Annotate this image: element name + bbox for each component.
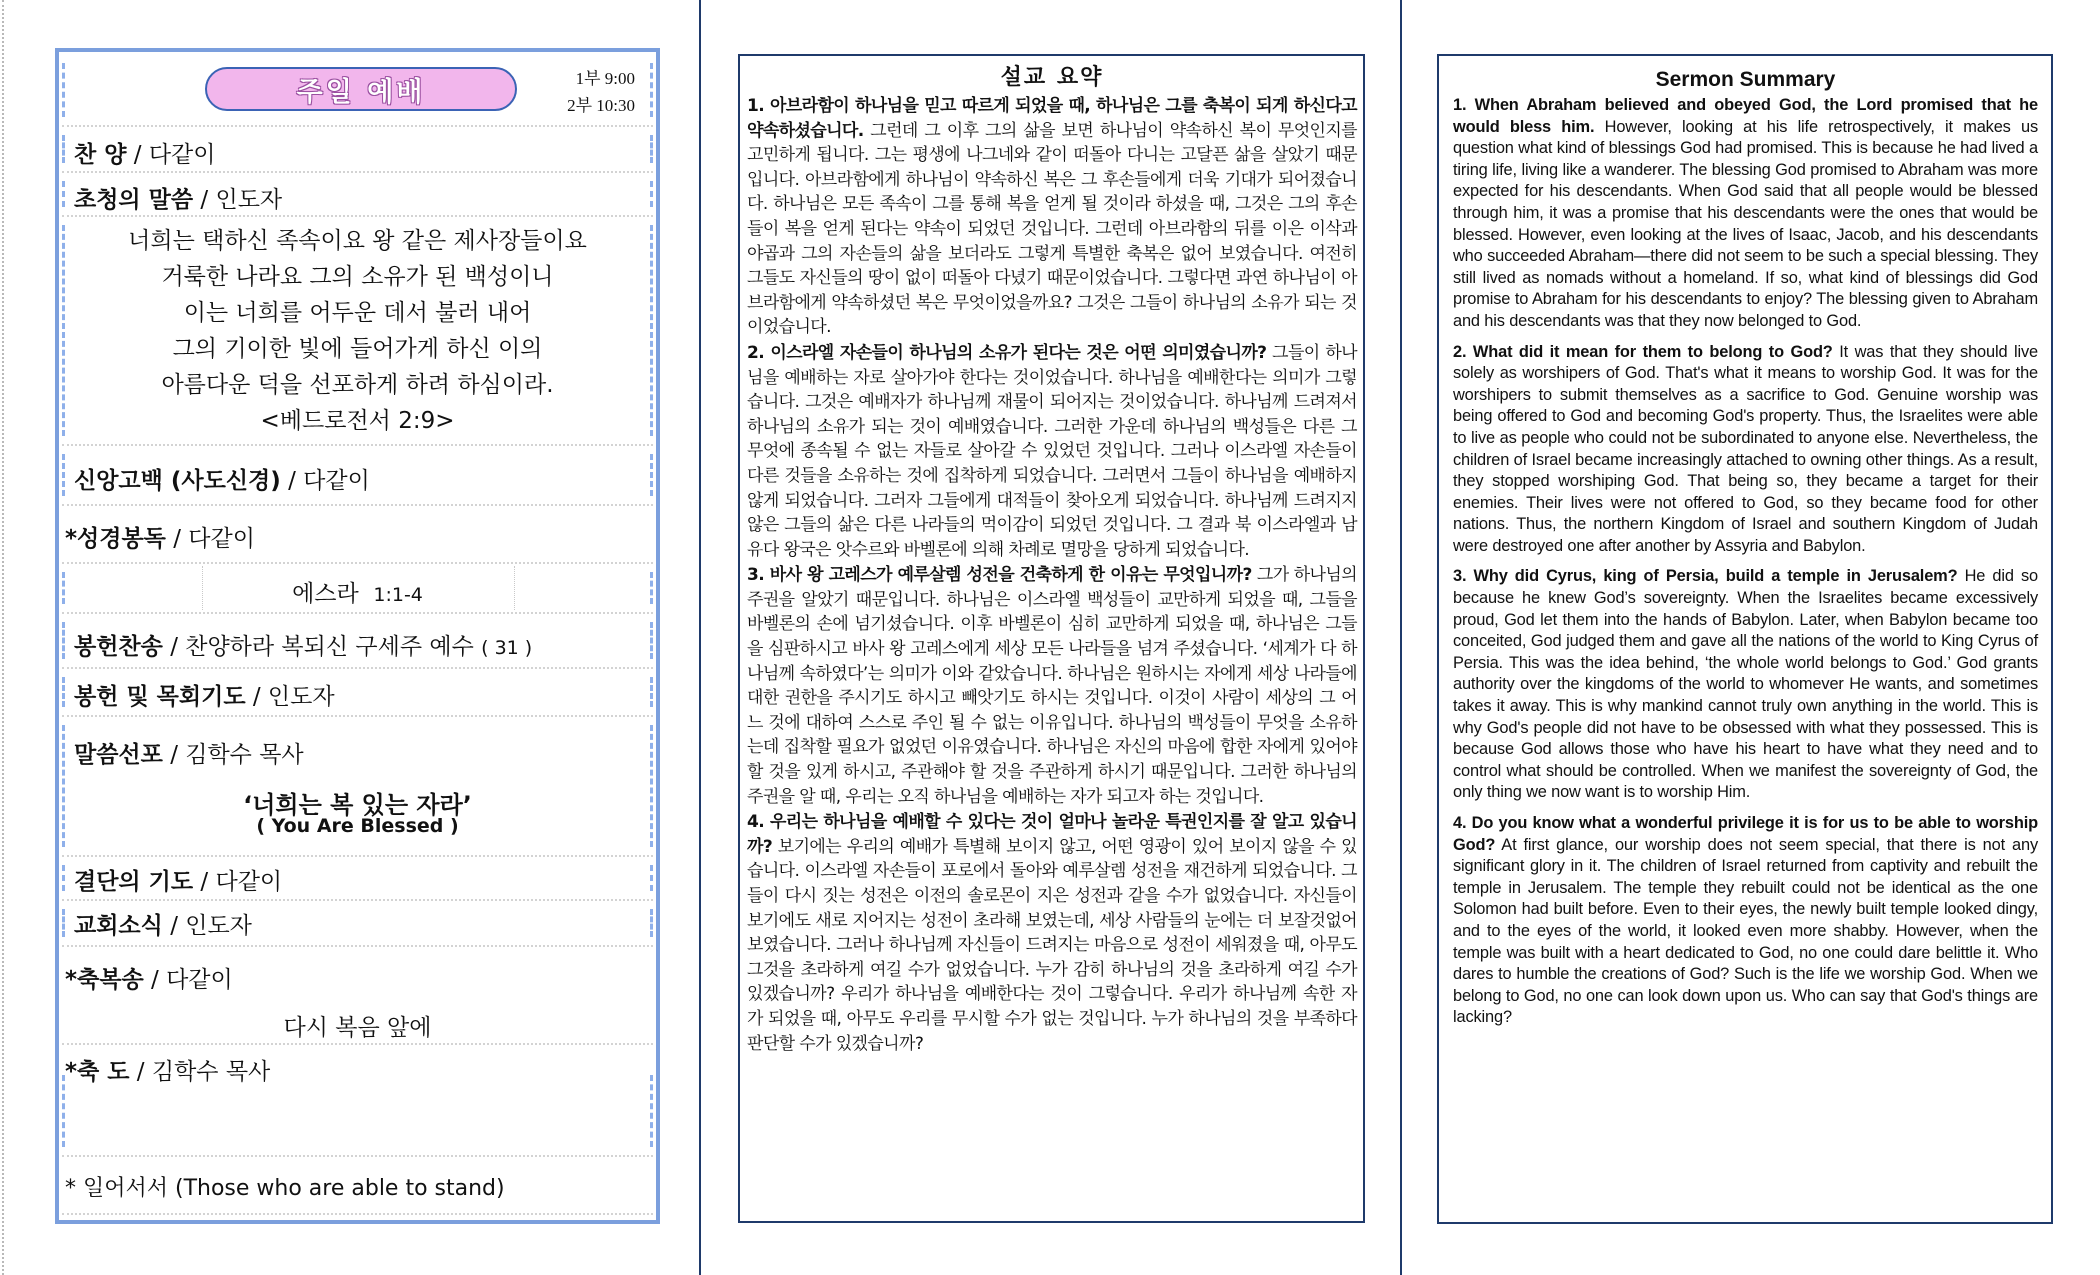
item-leader: 김학수 목사 [151,1059,271,1085]
sermon-title-korean: ‘너희는 복 있는 자라’ [243,791,472,819]
item-name: *축 도 [65,1059,130,1085]
item-leader: 다같이 [148,142,216,168]
item-name: 찬 양 [74,142,127,168]
hymn-title: 찬양하라 복되신 구세주 예수 [185,634,474,660]
verse-line: 거룩한 나라요 그의 소유가 된 백성이니 [161,264,554,290]
service-header [62,55,653,127]
item-name: *축복송 [65,967,144,993]
service-title: 주일 예배 [296,76,426,108]
preacher: 김학수 목사 [185,742,304,768]
verse-line: 그의 기이한 빛에 들어가게 하신 이의 [172,336,543,362]
point-body: 그들이 하나님을 예배하는 자로 살아가야 한다는 것이었습니다. 하나님을 예배한다는 의미가 그렇습니다. 그것은 예배자가 하나님께 재물이 되어지는 것이었습니다. 하나님께 드려져서 하나님의 소유가 되는 것이 예배였습니다. 그러한 가운데 하나님의 백성들은 다른 그 무엇에 종속될 수 없는 자들로 살아갈 수 있었던 것입니다. 그러나 이스라엘 자손들이 다른 것들을 소유하는 것에 집착하게 되었습니다. 그러면서 그들이 하나님을 예배하지 않게 되었습니다. 그러자 그들에게 대적들이 찾아오게 되었습니다. 하나님께 드려지지 않은 그들의 삶은 다른 나라들의 먹이감이 되었던 것입니다. 그 결과 북 이스라엘과 남 유다 왕국은 앗수르와 바벨론에 의해 차례로 멸망을 당하게 되었습니다. [747,342,1357,560]
order-item-scripture-reading: *성경봉독 / 다같이 [62,506,653,564]
item-leader: 인도자 [215,187,283,213]
page-left-edge [2,0,4,1275]
scripture-book: 에스라 [292,581,359,607]
item-name: 말씀선포 [74,742,163,768]
item-name: 결단의 기도 [74,869,194,895]
item-leader: 다같이 [303,468,370,494]
point-body: It was that they should live solely as worshipers of God. That's what it means to worship God. It was for the worshipers to submit themselves as a sacrifice to God. Genuine worship was being offered to God and becoming God's property. Thus, the Israelites were able to live as people who could not be subordinated to anyone else. Nevertheless, the children of Israel became increasingly attached to owning other things. As a result, they stopped worshiping God. That being so, they became a target for their enemies. Their lives were not offered to God, so they became food for other nations. Thus, the northern Kingdom of Israel and southern Kingdom of Judah were destroyed one after another by Assyria and Babylon. [1453,342,2038,555]
item-leader: 다같이 [188,526,255,552]
point-question: 4. 우리는 하나님을 예배할 수 있다는 것이 얼마나 놀라운 특권인지를 잘 알고 있습니까? [747,812,1357,857]
point-body: 그런데 그 이후 그의 삶을 보면 하나님이 약속하신 복이 무엇인지를 고민하게 됩니다. 그는 평생에 나그네와 같이 떠돌아 다니는 고달픈 삶을 살았기 때문입니다. 아브라함에게 하나님이 약속하신 복은 그 후손들에게 더욱 기대가 되어졌습니다. 하나님은 모든 족속이 그를 통해 복을 얻게 될 것이라 하셨을 때, 그것은 그의 후손들이 복을 얻게 된다는 약속이 되었던 것입니다. 그런데 아브라함의 뒤를 이은 이삭과 야곱과 그의 자손들의 삶을 보더라도 그렇게 특별한 축복은 없어 보였습니다. 여전히 그들도 자신들의 땅이 없이 떠돌아 다녔기 때문이었습니다. 그렇다면 과연 하나님이 아브라함에게 약속하셨던 복은 무엇이었을까요? 그것은 그들이 하나님의 소유가 되는 것이었습니다. [747,120,1357,338]
summary-point-en-4 [1453,813,2038,1029]
sermon-title-english: ( You Are Blessed ) [256,815,459,837]
order-item-praise: 찬 양 / 다같이 [62,127,653,173]
order-item-benediction: *축 도 / 김학수 목사 [62,1045,653,1155]
point-question: 1. When Abraham believed and obeyed God, the Lord promised that he would bless him. [1453,96,2038,136]
verse-line: 이는 너희를 어두운 데서 불러 내어 [183,300,532,326]
scripture-reference-row [62,564,653,614]
closing-hymn-title: 다시 복음 앞에 [283,1015,432,1041]
point-body: At first glance, our worship does not seem special, that there is not any significant glory in it. The children of Israel returned from captivity and rebuilt the temple in Jerusalem. The temple they rebuilt could not be identical as the one Solomon had built before. Even to their eyes, the newly built temple looked dingy, and to the eyes of the world, it looked even more shabby. However, when the temple was built with a heart dedicated to God, no one could dare belittle it. Who dares to humble the creations of God? Such is the life we worship God. When we belong to God, no one can look down upon us. Who can say that God's things are lacking? [1453,835,2038,1027]
summary-title-korean: 설교 요약 [1000,65,1104,90]
order-item-sermon: 말씀선포 / 김학수 목사 ‘너희는 복 있는 자라’ ( You Are Blessed ) [62,717,653,857]
summary-point-ko-2 [747,341,1357,562]
point-question: 3. Why did Cyrus, king of Persia, build a temple in Jerusalem? [1453,567,1958,586]
verse-line: 너희는 택하신 족속이요 왕 같은 제사장들이요 [128,228,587,254]
service-title-badge [205,67,517,111]
stand-note: * 일어서서 (Those who are able to stand) [65,1176,505,1201]
point-body: He did so because he knew God’s sovereignty. When the Israelites became excessively proud, God let them into the hands of Babylon. Later, when Babylon became too conceited, God judged them and gave all the nations of the world to King Cyrus of Persia. This was the idea behind, ‘the whole world belongs to God.’ God grants authority over the kingdoms of the world to whomever He wants, and sometimes takes it away. This is why mankind cannot truly own anything in the world. This is why God's people did not have to be obsessed with what they possessed. This is because God allows those who have his heart to have what they need and to control what should be controlled. When we manifest the sovereignty of God, the only thing we now want is to worship Him. [1453,567,2038,802]
item-leader: 다같이 [215,869,283,895]
point-body: However, looking at his life retrospectively, it makes us question what kind of blessings God had promised. This is because he had lived a tiring life, living like a wanderer. The blessing God promised to Abraham was more expected for his descendants. When God said that all people would be blessed through him, it was a promise that his descendants were the ones that would be blessed. However, even looking at the lives of Isaac, Jacob, and his descendants who succeeded Abraham—there did not seem to be such a special blessing. They still lived as nomads without a homeland. If so, what kind of blessings did God promise to Abraham for his descendants to enjoy? The blessing given to Abraham and his descendants was that they now belonged to God. [1453,117,2038,330]
summary-point-ko-4 [747,810,1357,1056]
scripture-reference [62,575,653,608]
item-name: 교회소식 [74,913,163,939]
point-question: 2. What did it mean for them to belong to God? [1453,342,1833,361]
hymn-number: ( 31 ) [481,637,533,659]
item-name: 봉헌찬송 [74,634,163,660]
order-item-decision-prayer: 결단의 기도 / 다같이 [62,857,653,901]
sermon-summary-korean [738,54,1365,1223]
summary-point-en-3 [1453,566,2038,804]
point-question: 2. 이스라엘 자손들이 하나님의 소유가 된다는 것은 어떤 의미였습니까? [747,342,1267,363]
order-item-offering-hymn: 봉헌찬송 / 찬양하라 복되신 구세주 예수 ( 31 ) [62,614,653,669]
point-question: 3. 바사 왕 고레스가 예루살렘 성전을 건축하게 한 이유는 무엇입니까? [747,565,1252,586]
point-body: 그가 하나님의 주권을 알았기 때문입니다. 하나님은 이스라엘 백성들이 교만하게 되었을 때, 그들을 바벨론의 손에 넘기셨습니다. 이후 바벨론이 심히 교만하게 되었을 때, 하나님은 그들을 심판하시고 바사 왕 고레스에게 세상 모든 나라들을 넘겨 주셨습니다. ‘세계가 다 하나님께 속하였다’는 의미가 이와 같았습니다. 하나님은 원하시는 자에게 세상 나라들에 대한 권한을 주시기도 하시고 빼앗기도 하시는 것입니다. 이것이 사람이 세상의 그 어느 것에 대하여 스스로 주인 될 수 없는 이유입니다. 하나님의 백성들이 무엇을 소유하는데 집착할 필요가 없었던 이유였습니다. 하나님은 자신의 마음에 합한 자에게 있어야 할 것을 있게 하시고, 주관해야 할 것을 주관하게 하시기 때문입니다. 그러한 하나님의 주권을 알 때, 우리는 오직 하나님을 예배하는 자가 되고자 하는 것입니다. [747,565,1357,807]
point-body: 보기에는 우리의 예배가 특별해 보이지 않고, 어떤 영광이 있어 보이지 않을 수 있습니다. 이스라엘 자손들이 포로에서 돌아와 예루살렘 성전을 재건하게 되었습니다. 그들이 다시 짓는 성전은 이전의 솔로몬이 지은 성전과 같을 수가 없었습니다. 자신들이 보기에도 새로 지어지는 성전이 초라해 보였는데, 세상 사람들의 눈에는 더 보잘것없어 보였습니다. 그러나 하나님께 자신들이 드려지는 마음으로 성전이 세워졌을 때, 아무도 그것을 초라하게 여길 수가 없었습니다. 누가 감히 하나님의 것을 초라하게 여길 수가 있겠습니까? 우리가 하나님을 예배한다는 것이 그렇습니다. 우리가 하나님께 속한 자가 되었을 때, 아무도 우리를 무시할 수가 없는 것입니다. 누가 하나님의 것을 부족하다 판단할 수가 있겠습니까? [747,836,1357,1054]
summary-point-ko-3 [747,563,1357,809]
sermon-summary-english [1437,54,2053,1224]
first-service-time: 1부 9:00 [575,69,635,88]
item-name: 신앙고백 (사도신경) [74,468,281,494]
scripture-chapter-verse: 1:1-4 [373,584,423,606]
order-item-creed: 신앙고백 (사도신경) / 다같이 [62,446,653,506]
order-item-church-news: 교회소식 / 인도자 [62,901,653,947]
call-to-worship-verse [62,217,653,446]
service-times [567,65,635,119]
stand-note-row [62,1155,653,1215]
item-leader: 인도자 [267,684,335,710]
summary-point-en-1 [1453,95,2038,333]
item-name: 봉헌 및 목회기도 [74,684,246,710]
fold-line-left [699,0,701,1275]
fold-line-right [1400,0,1402,1275]
order-item-offering-prayer: 봉헌 및 목회기도 / 인도자 [62,669,653,717]
verse-line: 아름다운 덕을 선포하게 하려 하심이라. [161,372,554,398]
item-name: 초청의 말씀 [74,187,194,213]
order-item-closing-hymn: *축복송 / 다같이 다시 복음 앞에 [62,947,653,1045]
point-question: 4. Do you know what a wonderful privilege it is for us to be able to worship God? [1453,814,2038,854]
second-service-time: 2부 10:30 [567,96,635,115]
item-leader: 다같이 [166,967,233,993]
order-item-call-to-worship: 초청의 말씀 / 인도자 [62,173,653,217]
summary-point-en-2 [1453,342,2038,558]
summary-title-english: Sermon Summary [1655,68,1836,91]
item-leader: 인도자 [185,913,252,939]
order-of-worship-panel [55,48,660,1224]
point-question: 1. 아브라함이 하나님을 믿고 따르게 되었을 때, 하나님은 그를 축복이 되게 하신다고 약속하셨습니다. [747,96,1357,141]
verse-reference: <베드로전서 2:9> [260,408,455,434]
summary-point-ko-1 [747,94,1357,340]
item-name: *성경봉독 [65,526,166,552]
